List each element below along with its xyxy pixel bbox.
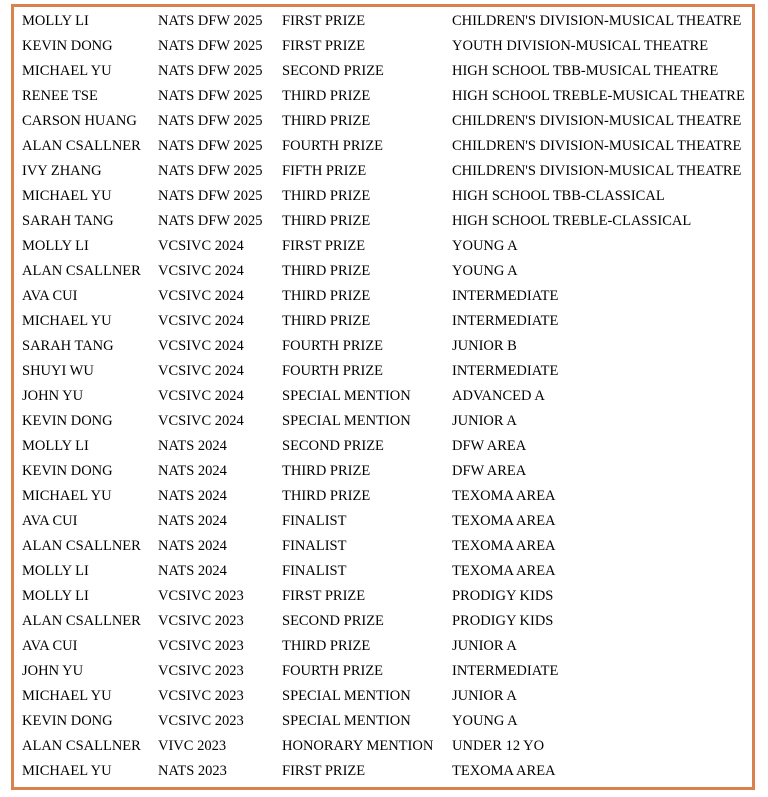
competition-cell: VCSIVC 2023 [158,638,244,654]
award-cell: FIRST PRIZE [282,763,366,779]
table-row [22,134,752,159]
award-cell: SECOND PRIZE [282,438,384,454]
competition-cell: NATS DFW 2025 [158,138,263,154]
table-row [22,109,752,134]
award-cell: FIRST PRIZE [282,13,366,29]
competition-cell: VCSIVC 2024 [158,388,244,404]
competition-cell: VCSIVC 2023 [158,663,244,679]
award-cell: THIRD PRIZE [282,488,371,504]
competition-cell: NATS 2024 [158,463,227,479]
student-name-cell: RENEE TSE [22,88,98,104]
table-row [22,384,752,409]
student-name-cell: KEVIN DONG [22,413,113,429]
award-cell: SPECIAL MENTION [282,413,411,429]
table-row [22,484,752,509]
table-row [22,659,752,684]
competition-cell: VCSIVC 2023 [158,713,244,729]
competition-cell: NATS DFW 2025 [158,213,263,229]
student-name-cell: SHUYI WU [22,363,94,379]
table-row [22,709,752,734]
competition-cell: VCSIVC 2024 [158,413,244,429]
student-name-cell: IVY ZHANG [22,163,102,179]
table-row [22,609,752,634]
award-cell: THIRD PRIZE [282,288,371,304]
award-cell: THIRD PRIZE [282,638,371,654]
award-cell: FINALIST [282,538,347,554]
award-cell: FINALIST [282,563,347,579]
student-name-cell: AVA CUI [22,513,78,529]
category-cell: PRODIGY KIDS [452,588,554,604]
category-cell: JUNIOR B [452,338,517,354]
award-cell: FIFTH PRIZE [282,163,367,179]
award-cell: THIRD PRIZE [282,113,371,129]
awards-table-body [22,9,752,784]
student-name-cell: AVA CUI [22,638,78,654]
award-cell: FOURTH PRIZE [282,338,384,354]
award-cell: FIRST PRIZE [282,238,366,254]
category-cell: YOUNG A [452,713,518,729]
table-row [22,34,752,59]
student-name-cell: SARAH TANG [22,338,114,354]
competition-cell: VCSIVC 2024 [158,363,244,379]
competition-cell: NATS DFW 2025 [158,38,263,54]
category-cell: JUNIOR A [452,688,517,704]
table-row [22,184,752,209]
award-cell: THIRD PRIZE [282,463,371,479]
student-name-cell: ALAN CSALLNER [22,613,141,629]
competition-cell: VCSIVC 2023 [158,613,244,629]
competition-cell: VCSIVC 2024 [158,238,244,254]
category-cell: HIGH SCHOOL TREBLE-MUSICAL THEATRE [452,88,745,104]
student-name-cell: MOLLY LI [22,13,89,29]
student-name-cell: MOLLY LI [22,438,89,454]
competition-cell: NATS DFW 2025 [158,13,263,29]
table-row [22,534,752,559]
competition-cell: NATS DFW 2025 [158,113,263,129]
award-cell: SPECIAL MENTION [282,713,411,729]
table-row [22,584,752,609]
student-name-cell: ALAN CSALLNER [22,538,141,554]
student-name-cell: KEVIN DONG [22,38,113,54]
competition-cell: NATS 2024 [158,438,227,454]
award-cell: HONORARY MENTION [282,738,434,754]
competition-cell: NATS DFW 2025 [158,63,263,79]
award-cell: FIRST PRIZE [282,38,366,54]
category-cell: CHILDREN'S DIVISION-MUSICAL THEATRE [452,13,742,29]
table-row [22,359,752,384]
table-row [22,684,752,709]
category-cell: TEXOMA AREA [452,563,556,579]
category-cell: HIGH SCHOOL TREBLE-CLASSICAL [452,213,692,229]
student-name-cell: MICHAEL YU [22,488,112,504]
competition-cell: VCSIVC 2023 [158,588,244,604]
student-name-cell: MOLLY LI [22,238,89,254]
category-cell: DFW AREA [452,438,527,454]
category-cell: TEXOMA AREA [452,763,556,779]
category-cell: JUNIOR A [452,638,517,654]
table-row [22,9,752,34]
table-row [22,759,752,784]
category-cell: CHILDREN'S DIVISION-MUSICAL THEATRE [452,113,742,129]
category-cell: TEXOMA AREA [452,538,556,554]
category-cell: YOUTH DIVISION-MUSICAL THEATRE [452,38,709,54]
competition-cell: NATS DFW 2025 [158,88,263,104]
award-cell: THIRD PRIZE [282,313,371,329]
student-name-cell: MICHAEL YU [22,188,112,204]
award-cell: FIRST PRIZE [282,588,366,604]
competition-cell: VIVC 2023 [158,738,227,754]
category-cell: DFW AREA [452,463,527,479]
category-cell: TEXOMA AREA [452,513,556,529]
student-name-cell: MICHAEL YU [22,63,112,79]
student-name-cell: KEVIN DONG [22,463,113,479]
table-row [22,459,752,484]
table-row [22,159,752,184]
table-row [22,234,752,259]
awards-table [22,9,752,784]
category-cell: YOUNG A [452,263,518,279]
award-cell: THIRD PRIZE [282,188,371,204]
category-cell: INTERMEDIATE [452,363,559,379]
award-cell: SPECIAL MENTION [282,388,411,404]
student-name-cell: MICHAEL YU [22,313,112,329]
competition-cell: NATS 2023 [158,763,227,779]
competition-cell: NATS 2024 [158,513,227,529]
student-name-cell: CARSON HUANG [22,113,137,129]
competition-cell: NATS 2024 [158,488,227,504]
competition-cell: NATS DFW 2025 [158,188,263,204]
award-cell: FOURTH PRIZE [282,138,384,154]
student-name-cell: JOHN YU [22,388,84,404]
table-row [22,84,752,109]
student-name-cell: ALAN CSALLNER [22,263,141,279]
table-row [22,559,752,584]
table-row [22,409,752,434]
table-row [22,209,752,234]
table-row [22,434,752,459]
student-name-cell: ALAN CSALLNER [22,138,141,154]
awards-table-frame [11,4,755,790]
student-name-cell: KEVIN DONG [22,713,113,729]
category-cell: HIGH SCHOOL TBB-CLASSICAL [452,188,665,204]
category-cell: CHILDREN'S DIVISION-MUSICAL THEATRE [452,138,742,154]
competition-cell: VCSIVC 2024 [158,263,244,279]
student-name-cell: AVA CUI [22,288,78,304]
student-name-cell: MICHAEL YU [22,763,112,779]
competition-cell: VCSIVC 2024 [158,288,244,304]
category-cell: PRODIGY KIDS [452,613,554,629]
table-row [22,59,752,84]
student-name-cell: MOLLY LI [22,588,89,604]
table-row [22,284,752,309]
award-cell: SPECIAL MENTION [282,688,411,704]
student-name-cell: MOLLY LI [22,563,89,579]
table-row [22,734,752,759]
award-cell: THIRD PRIZE [282,213,371,229]
student-name-cell: MICHAEL YU [22,688,112,704]
student-name-cell: ALAN CSALLNER [22,738,141,754]
category-cell: JUNIOR A [452,413,517,429]
category-cell: INTERMEDIATE [452,313,559,329]
table-row [22,309,752,334]
category-cell: INTERMEDIATE [452,288,559,304]
competition-cell: VCSIVC 2023 [158,688,244,704]
category-cell: CHILDREN'S DIVISION-MUSICAL THEATRE [452,163,742,179]
table-row [22,334,752,359]
award-cell: FINALIST [282,513,347,529]
category-cell: TEXOMA AREA [452,488,556,504]
award-cell: THIRD PRIZE [282,263,371,279]
award-cell: SECOND PRIZE [282,613,384,629]
competition-cell: VCSIVC 2024 [158,313,244,329]
award-cell: SECOND PRIZE [282,63,384,79]
competition-cell: NATS 2024 [158,563,227,579]
award-cell: THIRD PRIZE [282,88,371,104]
award-cell: FOURTH PRIZE [282,363,384,379]
student-name-cell: JOHN YU [22,663,84,679]
student-name-cell: SARAH TANG [22,213,114,229]
table-row [22,634,752,659]
award-cell: FOURTH PRIZE [282,663,384,679]
category-cell: INTERMEDIATE [452,663,559,679]
category-cell: UNDER 12 YO [452,738,545,754]
table-row [22,259,752,284]
competition-cell: VCSIVC 2024 [158,338,244,354]
category-cell: YOUNG A [452,238,518,254]
category-cell: ADVANCED A [452,388,545,404]
table-row [22,509,752,534]
competition-cell: NATS 2024 [158,538,227,554]
competition-cell: NATS DFW 2025 [158,163,263,179]
category-cell: HIGH SCHOOL TBB-MUSICAL THEATRE [452,63,719,79]
